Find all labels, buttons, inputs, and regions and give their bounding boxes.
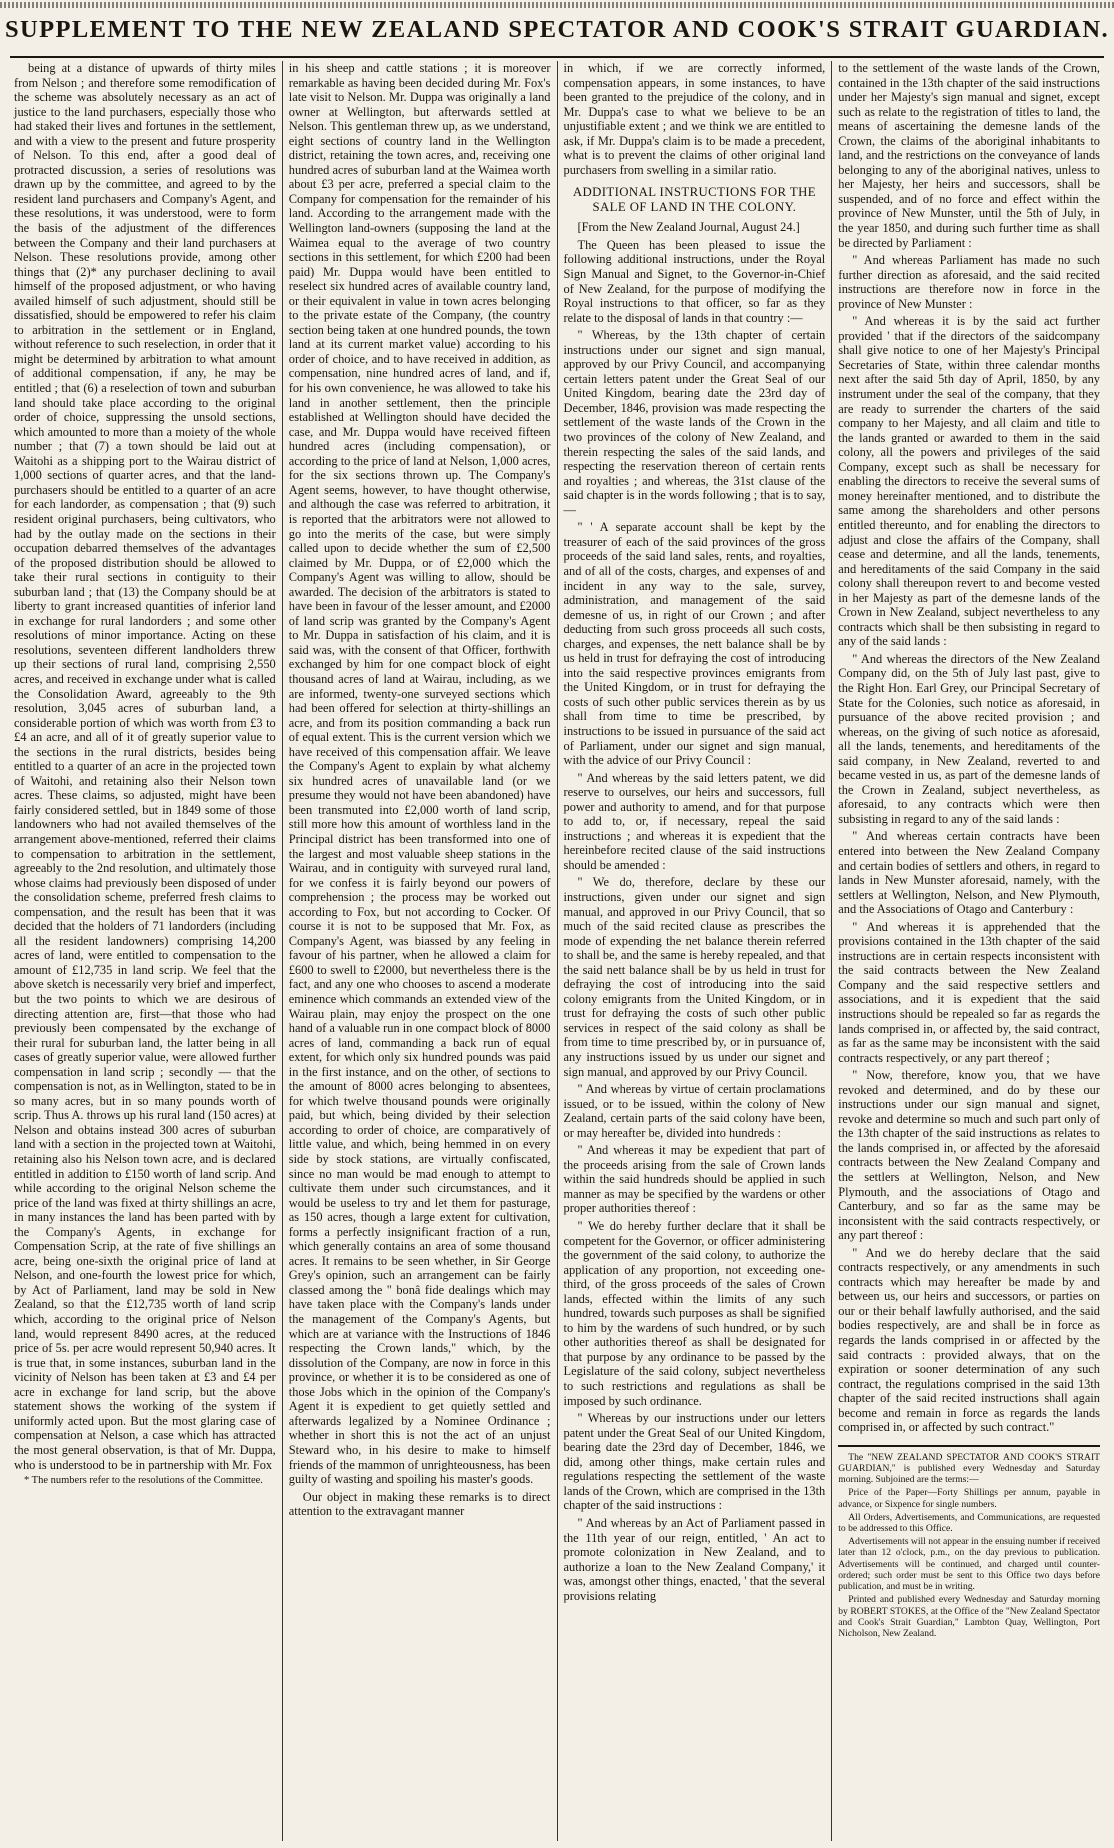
column-1 xyxy=(8,61,282,1841)
column-4-paragraph: " And whereas it is apprehended that the provisions contained in the 13th chapter of the said instructions are in certain respects inconsistent with the said contracts between the New Zealand Company and the said respective settlers and associations, and it is expedient that the said instructions should be repealed so far as regards the lands comprised in, or affected by, the said contract, as far as the same may be inconsistent with the said contracts respectively, or any part thereof ; xyxy=(838,919,1100,1065)
column-4-paragraph: " And whereas it is by the said act further provided ' that if the directors of the saidcompany shall give notice to one of her Majesty's Principal Secretaries of State, within three calendar months next after the said 5th day of April, 1850, by any instrument under the seal of the company, that they are ready to surrender the charters of the said company to her Majesty, and all claim and title to the lands granted or awarded to them in the said colony, all the powers and privileges of the said Company, except such as shall be necessary for enabling the directors to receive the several sums of money hereinafter mentioned, and to distribute the same among the shareholders and other persons entitled thereunto, and for enabling the directors to adjust and close the affairs of the Company, shall cease and determine, and all the lands, tenements, and hereditaments of the said Company in the said colony shall thereupon revert to and become vested in her Majesty as part of the demesne lands of the Crown in New Zealand, subject nevertheless to any contracts which shall be then subsisting in regard to any of the said lands : xyxy=(838,314,1100,649)
masthead-rule xyxy=(10,56,1104,58)
section-heading: ADDITIONAL INSTRUCTIONS FOR THE SALE OF LAND IN THE COLONY. xyxy=(572,185,816,215)
column-1-paragraph: being at a distance of upwards of thirty miles from Nelson ; and therefore some remodification of the scheme was absolutely necessary as an act of justice to the land purchasers, especially those who had staked their lives and fortunes in the settlement, and with a view to the present and future prosperity of Nelson. To this end, after a good deal of protracted discussion, a series of resolutions was drawn up by the committee, and agreed to by the resident land purchasers and Company's Agent, and these resolutions, it was understood, were to form the basis of the adjustment of the differences between the Company and their land purchasers at Nelson. These resolutions provide, among other things that (2)* any purchaser declining to avail himself of the proposed adjustment, or who having availed himself of such adjustment, should still be dissatisfied, should be empowered to refer his claim to arbitration in the settlement or in England, without reference to such reselection, in order that it might be determined by arbitration to what amount of additional compensation, if any, he may be entitled ; that (6) a reselection of town and suburban land should take place according to the original order of choice, suppressing the unsold sections, which amounted to more than a moiety of the whole number ; that (7) a town should be laid out at Waitohi as a shipping port to the Wairau district of 1,000 sections of quarter acres, and that the land-purchasers should be entitled to a quarter of an acre for each landorder, as compensation ; that (9) such resident original purchasers, being cultivators, who had by the outlay made on the sections in their occupation debarred themselves of the advantages of the proposed distribution should be allowed to take their rural sections in contiguity to their suburban land ; that (13) the Company should be at liberty to grant increased quantities of inferior land in exchange for rural landorders ; and some other resolutions of minor importance. Acting on these resolutions, seventeen different landholders threw up their sections of rural land, comprising 2,550 acres, and received in exchange under what is called the Consolidation Award, agreeably to the 9th resolution, 3,045 acres of suburban land, a considerable portion of which was worth from £3 to £4 an acre, and all of it of greatly superior value to the sections in the rural districts, besides being entitled to a quarter of an acre in the projected town of Waitohi, and retaining also their Nelson town acres. These claims, so adjusted, might have been fairly considered settled, but in 1849 some of those landowners who had not availed themselves of the arrangement above-mentioned, referred their claims to compensation to arbitration in the settlement, agreeably to the 2nd resolution, and ultimately those whose claims had previously been disposed of under the consolidation scheme, preferred fresh claims to compensation, and the result has been that it was decided that the holders of 71 landorders (including all the resident landowners) comprising 14,200 acres of land, were entitled to compensation to the amount of £12,735 in land scrip. We feel that the above sketch is necessarily very brief and imperfect, but the two points to which we are desirous of directing attention are, first—that those who had previously been compensated by the exchange of their rural for suburban land, the latter being in all cases of greatly superior value, were allowed further compensation in land scrip ; secondly — that the compensation is not, as in Wellington, stated to be in so many acres, but in so many pounds worth of scrip. Thus A. throws up his rural land (150 acres) at Nelson and obtains instead 300 acres of suburban land with a section in the projected town at Waitohi, retaining also his Nelson town acre, and is declared entitled in addition to £150 worth of land scrip. And while according to the original Nelson scheme the price of the land was fixed at thirty shillings an acre, in many instances the land has been parted with by the Company's Agents, in exchange for Compensation Scrip, at the rate of five shillings an acre, being one-sixth the original price of land at Nelson, and one-fourth the lowest price for which, by Act of Parliament, land may be sold in New Zealand, so that the £12,735 worth of land scrip which, according to the original price of Nelson land, would represent 8490 acres, at the reduced price of 5s. per acre would represent 50,940 acres. It is true that, in some instances, suburban land in the vicinity of Nelson has been taken at £3 and £4 per acre in exchange for land scrip, but the above statement shows the working of the system if uniformly acted upon. But the most glaring case of compensation at Nelson, a case which has attracted the most general observation, is that of Mr. Duppa, who is understood to be in partnership with Mr. Fox xyxy=(14,61,276,1472)
column-4-paragraph: " And whereas the directors of the New Zealand Company did, on the 5th of July last past, give to the Right Hon. Earl Grey, our Principal Secretary of State for the Colonies, such notice as aforesaid, in pursuance of the above recited provision ; and whereas, on the giving of such notice as aforesaid, all the lands, tenements, and hereditaments of the said company, in New Zealand, reverted to and became vested in us, as part of the demesne lands of the Crown in Zealand, subject nevertheless, as aforesaid, to any contracts which were then subsisting in regard to any of the said lands : xyxy=(838,651,1100,826)
column-4-paragraph: " And we do hereby declare that the said contracts respectively, or any amendments in such contracts which may hereafter be made by and between us, our heirs and successors, or parties on our or their behalf lawfully authorised, and the said bodies respectively, are and shall be in force as regards the lands comprised in or affected by the said contracts : provided always, that on the expiration or sooner determination of any such contract, the regulations comprised in the said 13th chapter of the said recited instructions shall again become and remain in force as regards the lands comprised in, or affected by such contract." xyxy=(838,1245,1100,1435)
footnote: * The numbers refer to the resolutions of the Committee. xyxy=(24,1475,263,1487)
column-4-paragraph: " And whereas certain contracts have been entered into between the New Zealand Company and certain bodies of settlers and others, in regard to lands in New Munster aforesaid, namely, with the settlers at Wellington, Nelson, and New Plymouth, and the Associations of Otago and Canterbury : xyxy=(838,829,1100,917)
section-paragraph: " And whereas by an Act of Parliament passed in the 11th year of our reign, entitled, ' An act to promote colonization in New Zealand, and to authorize a loan to the New Zealand Company,' it was, amongst other things, enacted, ' that the several provisions relating xyxy=(563,1515,826,1603)
section-paragraph: " And whereas it may be expedient that part of the proceeds arising from the sale of Crown lands within the said hundreds should be applied in such manner as may be specified by the wardens or other proper authorities thereof : xyxy=(563,1143,826,1216)
section-paragraph: " Whereas, by the 13th chapter of certain instructions under our signet and sign manual, approved by our Privy Council, and accompanying certain letters patent under the Great Seal of our United Kingdom, bearing date the 23rd day of December, 1846, provision was made respecting the settlement of the waste lands of the Crown in the two provinces of the colony of New Zealand, and therein respecting the sales of the said lands, and respecting the reservation thereon of certain rents and royalties ; and whereas, the 31st clause of the said chapter is in the words following ; that is to say,— xyxy=(563,328,826,517)
section-paragraph: " And whereas by virtue of certain proclamations issued, or to be issued, within the colony of New Zealand, certain parts of the said colony have been, or may hereafter be, divided into hundreds : xyxy=(563,1082,826,1140)
section-paragraph: " And whereas by the said letters patent, we did reserve to ourselves, our heirs and successors, full power and authority to amend, and for that purpose to add to, or, if necessary, repeal the said instructions ; and whereas it is expedient that the hereinbefore recited clause of the said instructions should be amended : xyxy=(563,770,826,872)
section-paragraph: " Whereas by our instructions under our letters patent under the Great Seal of our United Kingdom, bearing date the 23rd day of December, 1846, we did, among other things, make certain rules and regulations respecting the settlement of the waste lands of the Crown, which are comprised in the 13th chapter of the said instructions : xyxy=(563,1411,826,1513)
section-paragraph: " ' A separate account shall be kept by the treasurer of each of the said provinces of the gross proceeds of the said land sales, rents, and royalties, and of all of the costs, charges, and expenses of and incident in any way to the sale, survey, administration, and management of the said demesne of us, in right of our Crown ; and after deducting from such gross proceeds all such costs, charges, and expenses, the nett balance shall be by us held in trust for defraying the cost of introducing into the said respective provinces emigrants from the United Kingdom, or in trust for defraying the costs of such other public services therein as by us shall from time to time be prescribed, by instructions to be issued in pursuance of the said act of Parliament, under our signet and sign manual, with the advice of our Privy Council : xyxy=(563,520,826,768)
publisher-colophon xyxy=(838,1452,1100,1639)
column-3 xyxy=(557,61,832,1841)
colophon-line: Advertisements will not appear in the ensuing number if received later than 12 o'clock, p.m., on the day previous to publication. Advertisements will be continued, and charged until counter-ordered; such order must be sent to this Office two days before publication, and must be in writing. xyxy=(838,1536,1100,1593)
colophon-line: Printed and published every Wednesday and Saturday morning by ROBERT STOKES, at the Office of the "New Zealand Spectator and Cook's Strait Guardian," Lambton Quay, Wellington, Port Nicholson, New Zealand. xyxy=(838,1594,1100,1639)
column-4-paragraph: to the settlement of the waste lands of the Crown, contained in the 13th chapter of the said instructions under her Majesty's sign manual and signet, except such as relate to the registration of titles to land, the means of ascertaining the demesne lands of the Crown, the claims of the aboriginal inhabitants to land, and the restrictions on the conveyance of lands belonging to any of the aboriginal natives, unless to her Majesty, her heirs and successors, shall be suspended, and of no force and effect within the province of New Munster, until the 5th of July, in the year 1850, and during such further time as shall be directed by Parliament : xyxy=(838,61,1100,250)
colophon-line: Price of the Paper—Forty Shillings per annum, payable in advance, or Sixpence for single numbers. xyxy=(838,1487,1100,1510)
colophon-line: The "NEW ZEALAND SPECTATOR AND COOK'S STRAIT GUARDIAN," is published every Wednesday and Saturday morning. Subjoined are the terms:— xyxy=(838,1451,1100,1486)
section-paragraph: " We do, therefore, declare by these our instructions, given under our signet and sign manual, and approved in our Privy Council, that so much of the said recited clause as prescribes the mode of expending the net balance therein referred to shall be, and the same is hereby repealed, and that the said nett balance shall be by us held in trust for defraying the cost of introducing into the said colony emigrants from the United Kingdom, or in trust for defraying the costs of such other public services in respect of the said colony as shall be from time to time prescribed by, or in pursuance of, any instructions issued by us under our signet and sign manual, and approved by our Privy Council. xyxy=(563,875,826,1079)
column-4 xyxy=(831,61,1106,1841)
column-2 xyxy=(282,61,557,1841)
column-4-paragraph: " Now, therefore, know you, that we have revoked and determined, and do by these our instructions under our sign manual and signet, revoke and determine so much and such part only of the 13th chapter of the said instructions as relates to the lands comprised in, or affected by the aforesaid contracts between the New Zealand Company and the settlers at Wellington, Nelson, and New Plymouth, and the associations of Otago and Canterbury, and so far as the same may be inconsistent with the said contracts respectively, or any part thereof : xyxy=(838,1068,1100,1243)
source-line: [From the New Zealand Journal, August 24.] xyxy=(577,220,800,235)
column-2-paragraph: Our object in making these remarks is to direct attention to the extravagant manner xyxy=(288,1489,551,1519)
column-4-paragraph: " And whereas Parliament has made no such further direction as aforesaid, and the said recited instructions are therefore now in force in the province of New Munster : xyxy=(838,253,1100,311)
masthead-title: SUPPLEMENT TO THE NEW ZEALAND SPECTATOR AND COOK'S STRAIT GUARDIAN. xyxy=(5,16,1109,43)
column-2-paragraph: in his sheep and cattle stations ; it is moreover remarkable as having been decided during Mr. Fox's late visit to Nelson. Mr. Duppa was originally a land owner at Wellington, but afterwards settled at Nelson. This gentleman threw up, as we understand, eight sections of country land in the Wellington district, retaining the town acres, and, receiving one hundred acres of suburban land at the Waimea worth about £3 per acre, preferred a special claim to the Company for compensation for the remainder of his land. According to the arrangement made with the Wellington land-owners (supposing the land at the Waimea equal to the average of two country sections in this settlement, for which £200 had been paid) Mr. Duppa would have been entitled to reselect six hundred acres of available country land, or their equivalent in value in town acres belonging to the private estate of the Company, (the country section being taken at one hundred pounds, the town land at its current market value) according to his order of choice, and to have received in addition, as compensation, nine hundred acres of land, and if, for his own convenience, he was allowed to take his land in another settlement, then the principle established at Wellington should have decided the case, and Mr. Duppa would have received fifteen hundred acres (including compensation), or according to the price of land at Nelson, 1,000 acres, for the six sections thrown up. The Company's Agent seems, however, to have thought otherwise, and although the case was referred to arbitration, it is reported that the arbitrators were not allowed to go into the merits of the case, but were simply called upon to decide whether the sum of £2,500 claimed by Mr. Duppa, or of £2,000 which the Company's Agent was willing to allow, should be awarded. The decision of the arbitrators is stated to have been in favour of the lesser amount, and £2000 of land scrip was granted by the Company's Agent to Mr. Duppa in satisfaction of his claim, and it is said was, with the consent of that Officer, forthwith exchanged by him for one compact block of eight thousand acres of land at Wairau, including, as we are informed, twenty-one surveyed sections which had been offered for selection at thirty-shillings an acre, and from its position commanding a back run of equal extent. This is the current version which we have received of this compensation affair. We leave the Company's Agent to explain by what alchemy six hundred acres of unavailable land (or we presume they would not have been abandoned) have been transmuted into £2,000 worth of land scrip, still more how this amount of worthless land in the Principal district has been transformed into one of the largest and most valuable sheep stations in the Wairau, and in contiguity with surveyed rural land, for we confess it is fairly beyond our powers of comprehension ; the process may be worked out according to Fox, but not according to Cocker. Of course it is not to be supposed that Mr. Fox, as Company's Agent, was biassed by any feeling in favour of his partner, when he allowed a claim for £600 to swell to £2000, but nevertheless there is the fact, and any one who chooses to ascend a moderate eminence which commands an extended view of the Wairau plain, may enjoy the prospect on the one hand of a valuable run in one compact block of 8000 acres of land, commanding a back run of equal extent, for which only six hundred pounds was paid in the first instance, and on the other, of sections to the amount of 8000 acres belonging to absentees, for which twelve thousand pounds were originally paid, but which, being divided by their selection according to order of choice, are comparatively of little value, and which, being hemmed in on every side by stock stations, are virtually confiscated, since no man would be mad enough to attempt to cultivate them under such circumstances, and it would be useless to try and let them for pasturage, as 150 acres, though a large extent for cultivation, forms a perfectly insignificant fraction of a run, which generally contains an area of some thousand acres. It remains to be seen whether, in Sir George Grey's opinion, such an arrangement can be fairly classed among the " bonâ fide dealings which may have taken place with the Company's lands under the management of the Company's Agents, but which are at variance with the Instructions of 1846 respecting the Crown lands," which, by the dissolution of the Company, are now in force in this province, or whether it is to be considered as one of those Jobs which in the opinion of the Company's Agent it is expedient to get quietly settled and afterwards legalized by a Nominee Ordinance ; whether in short this is not the act of an unjust Steward who, in his desire to make to himself friends of the mammon of unrighteousness, has been guilty of wasting and spoiling his master's goods. xyxy=(288,61,551,1487)
top-border-rule xyxy=(0,2,1114,8)
column-3-paragraph: in which, if we are correctly informed, compensation appears, in some instances, to have been granted to the prejudice of the colony, and in Mr. Duppa's case to what we believe to be an unjustifiable extent ; and we think we are entitled to ask, if Mr. Duppa's claim is to be made a precedent, what is to prevent the claims of other original land purchasers from swelling in a similar ratio. xyxy=(563,61,826,177)
colophon-rule xyxy=(838,1445,1100,1447)
colophon-line: All Orders, Advertisements, and Communications, are requested to be addressed to this Office. xyxy=(838,1511,1100,1535)
section-paragraph: " We do hereby further declare that it shall be competent for the Governor, or officer administering the government of the said colony, to authorize the application of any proportion, not exceeding one-third, of the gross proceeds of the sales of Crown lands, effected within the limits of any such hundred, towards such purposes as shall be signified to him by the wardens of such hundred, or by such other authorities thereof as shall be designated for that purpose by any ordinance to be passed by the Legislature of the said colony, subject nevertheless to such restrictions and regulations as shall be imposed by such ordinance. xyxy=(563,1219,826,1408)
section-paragraph: The Queen has been pleased to issue the following additional instructions, under the Royal Sign Manual and Signet, to the Governor-in-Chief of New Zealand, for the purpose of modifying the Royal instructions to that officer, so far as they relate to the disposal of lands in that country :— xyxy=(563,237,826,325)
article-columns xyxy=(8,61,1106,1841)
